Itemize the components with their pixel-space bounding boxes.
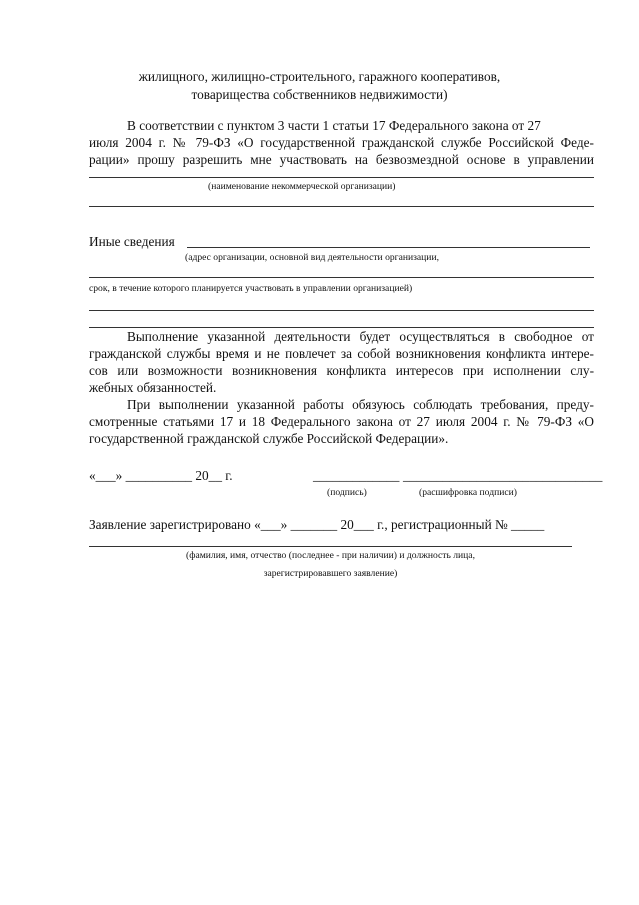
para1-line-1: Выполнение указанной деятельности будет осуществляться в свободное от [127,329,594,344]
other-info-caption-1: (адрес организации, основной вид деятельности организации, [185,252,439,263]
registration-text: Заявление зарегистрировано «___» _______ 20___ г., регистрационный № _____ [89,517,545,532]
request-line-3: рации» прошу разрешить мне участвовать на безвозмездной основе в управлении [89,152,594,167]
other-info-line-2 [89,277,594,278]
para1-line-3: сов или возможности возникновения конфликта интересов при исполнении слу- [89,363,594,378]
para2-line-3: государственной гражданской службе Российской Федерации». [89,431,449,446]
request-line-1: В соответствии с пунктом 3 части 1 статьи 17 Федерального закона от 27 [127,118,541,133]
signature-date: «___» __________ 20__ г. [89,468,233,483]
other-info-line [187,247,590,248]
other-info-label: Иные сведения [89,234,175,249]
other-info-caption-2: срок, в течение которого планируется участвовать в управлении организацией) [89,283,413,294]
para1-line-2: гражданской службы время и не повлечет за собой возникновения конфликта интере- [89,346,594,361]
header-line-2: товарищества собственников недвижимости) [191,87,448,102]
org-name-caption: (наименование некоммерческой организации) [208,181,396,192]
registrar-caption-1: (фамилия, имя, отчество (последнее - при наличии) и должность лица, [186,550,475,561]
org-name-line-2 [89,206,594,207]
registrar-line [89,546,572,547]
header-line-1: жилищного, жилищно-строительного, гаражного кооперативов, [138,69,501,84]
other-info-line-3 [89,310,594,311]
request-line-2: июля 2004 г. № 79-ФЗ «О государственной гражданской службе Российской Феде- [89,135,594,150]
org-name-line [89,177,594,178]
signature-caption: (подпись) [327,487,367,498]
signature-decode-caption: (расшифровка подписи) [419,487,517,498]
signature-decode-line: ______________________________ [403,468,603,483]
para2-line-1: При выполнении указанной работы обязуюсь соблюдать требования, преду- [127,397,594,412]
signature-line: _____________ [313,468,400,483]
registrar-caption-2: зарегистрировавшего заявление) [263,568,398,579]
para2-line-2: смотренные статьями 17 и 18 Федерального закона от 27 июля 2004 г. № 79-ФЗ «О [89,414,594,429]
para1-line-4: жебных обязанностей. [89,380,217,395]
